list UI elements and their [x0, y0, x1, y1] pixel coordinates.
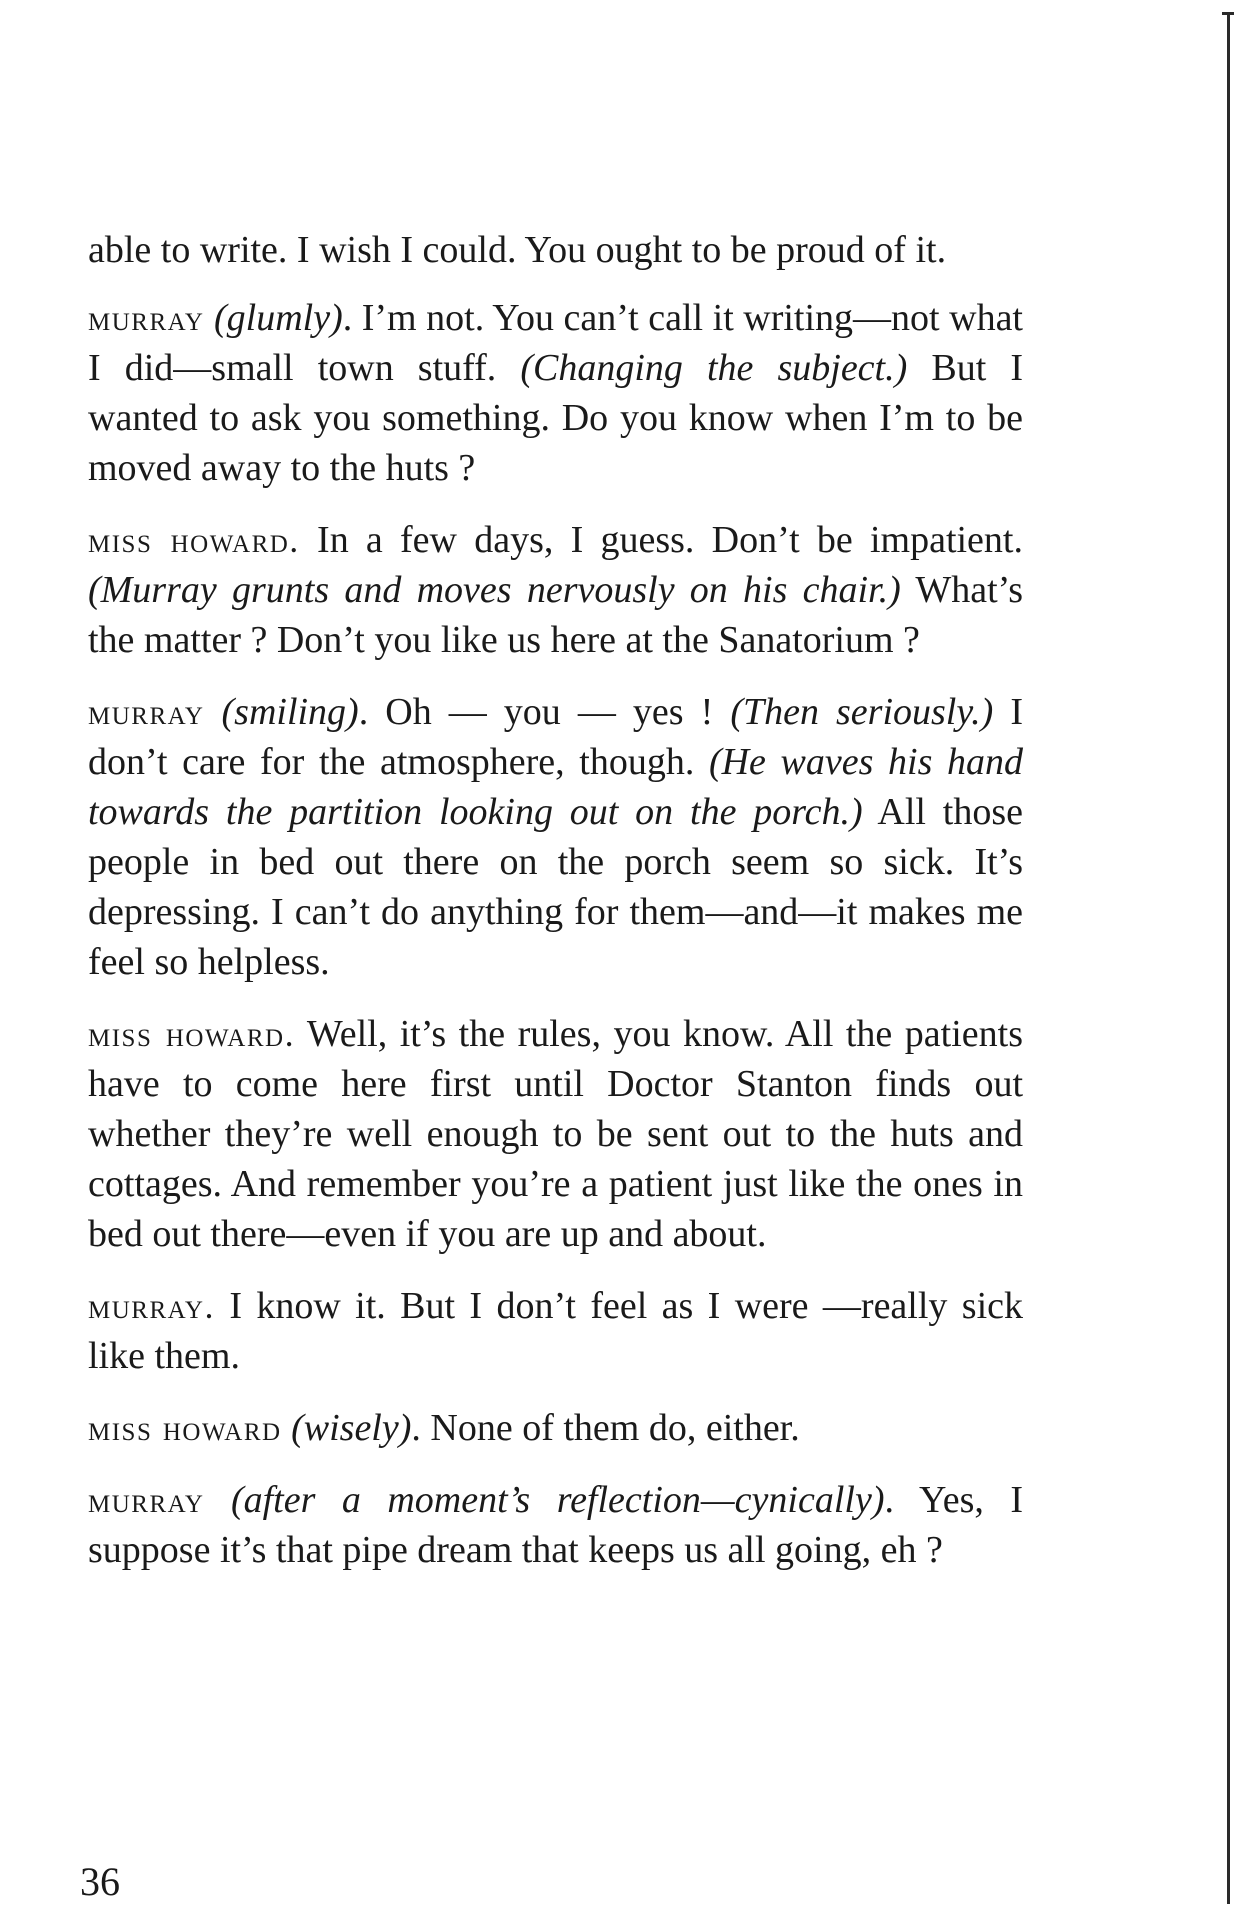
dialogue-text: [204, 1479, 231, 1521]
speaker-name: murray: [88, 1480, 205, 1520]
dialogue-text: . None of them do, either.: [411, 1407, 800, 1449]
speaker-name: miss howard: [88, 1408, 282, 1448]
stage-direction: (He waves his hand towards the partition looking out on the porch.): [88, 741, 1023, 833]
dialogue-text: . I’m not. You can’t call it writing—not what I did—small town stuff.: [88, 297, 1023, 389]
dialogue-text: In a few days, I guess. Don’t be impatient.: [299, 519, 1023, 561]
dialogue-text: [282, 1407, 292, 1449]
dialogue-text: What’s the matter ? Don’t you like us here at the Sanatorium ?: [88, 569, 1023, 661]
speaker-name: miss howard.: [88, 1014, 296, 1054]
dialogue-text: . Oh — you — yes !: [358, 691, 731, 733]
stage-direction: (Then seriously.): [730, 691, 994, 733]
speaker-name: murray: [88, 692, 205, 732]
continued-paragraph: [88, 225, 1023, 275]
dialogue-paragraph: [88, 293, 1023, 493]
dialogue-text: . Yes, I suppose it’s that pipe dream that keeps us all going, eh ?: [88, 1479, 1023, 1571]
book-page-text: [88, 225, 1023, 1597]
dialogue-text: Well, it’s the rules, you know. All the patients have to come here first until Doctor Stanton finds out whether they’re well enough to be sent out to the huts and cottages. And remember you’re a patient just like the ones in bed out there—even if you are up and about.: [88, 1013, 1023, 1255]
stage-direction: (Murray grunts and moves nervously on his chair.): [88, 569, 901, 611]
dialogue-paragraph: [88, 1475, 1023, 1575]
dialogue-paragraph: [88, 687, 1023, 987]
dialogue-paragraph: [88, 515, 1023, 665]
dialogue-text: [204, 297, 214, 339]
speaker-name: murray.: [88, 1286, 215, 1326]
dialogue-paragraph: [88, 1403, 1023, 1453]
page-number: 36: [80, 1859, 120, 1904]
dialogue-paragraph: [88, 1009, 1023, 1259]
stage-direction: (Changing the subject.): [520, 347, 908, 389]
dialogue-text: I don’t care for the atmosphere, though.: [88, 691, 1023, 783]
dialogue-text: I know it. But I don’t feel as I were —really sick like them.: [88, 1285, 1023, 1377]
dialogue-text: All those people in bed out there on the porch seem so sick. It’s depressing. I can’t do anything for them—and—it makes me feel so helpless.: [88, 791, 1023, 983]
stage-direction: (wisely): [291, 1407, 412, 1449]
dialogue-text: [204, 691, 221, 733]
speaker-name: miss howard.: [88, 520, 300, 560]
dialogue-paragraph: [88, 1281, 1023, 1381]
stage-direction: (after a moment’s reflection—cynically): [230, 1479, 885, 1521]
stage-direction: (glumly): [213, 297, 343, 339]
speaker-name: murray: [88, 298, 205, 338]
stage-direction: (smiling): [221, 691, 359, 733]
dialogue-text: able to write. I wish I could. You ought to be proud of it.: [88, 229, 947, 271]
page-edge-line: [1227, 14, 1230, 1904]
dialogue-text: But I wanted to ask you something. Do you know when I’m to be moved away to the huts ?: [88, 347, 1023, 489]
